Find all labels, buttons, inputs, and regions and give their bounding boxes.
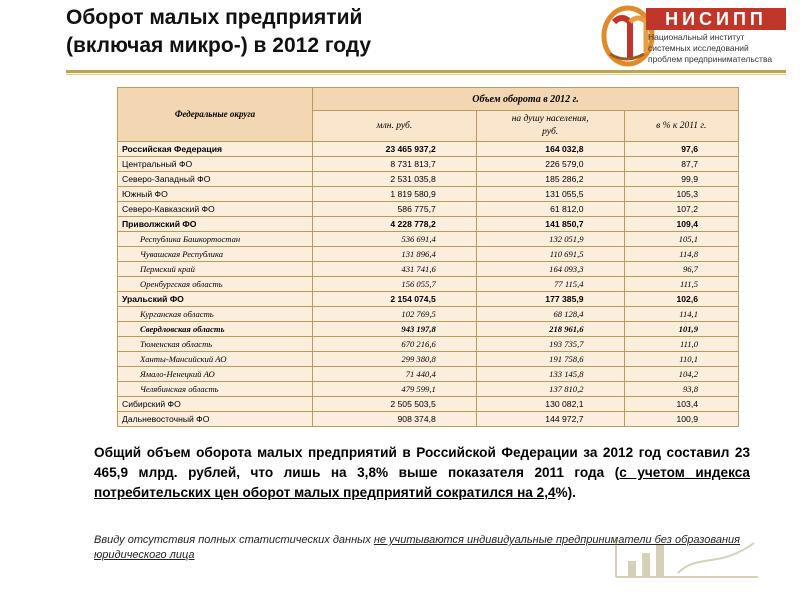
row-per-capita-cell: 61 812,0 bbox=[476, 202, 624, 217]
row-per-capita-cell: 144 972,7 bbox=[476, 412, 624, 427]
row-percent-cell: 104,2 bbox=[624, 367, 738, 382]
row-mln-cell: 670 216,6 bbox=[313, 337, 477, 352]
table-row bbox=[118, 367, 739, 382]
row-percent-cell: 103,4 bbox=[624, 397, 738, 412]
header-volume: Объем оборота в 2012 г. bbox=[313, 88, 739, 111]
table-row bbox=[118, 307, 739, 322]
row-region-cell: Чувашская Республика bbox=[118, 247, 313, 262]
row-per-capita-cell: 137 810,2 bbox=[476, 382, 624, 397]
logo-subtitle-line-2: системных исследований bbox=[648, 43, 749, 53]
row-per-capita-cell: 131 055,5 bbox=[476, 187, 624, 202]
row-mln-cell: 102 769,5 bbox=[313, 307, 477, 322]
row-region-cell: Дальневосточный ФО bbox=[118, 412, 313, 427]
summary-text-underlined: с учетом индекса потребительских цен оборот малых предприятий сократился на 2,4 bbox=[94, 465, 750, 500]
row-mln-cell: 2 154 074,5 bbox=[313, 292, 477, 307]
row-percent-cell: 111,0 bbox=[624, 337, 738, 352]
row-mln-cell: 908 374,8 bbox=[313, 412, 477, 427]
row-percent-cell: 100,9 bbox=[624, 412, 738, 427]
row-per-capita-cell: 177 385,9 bbox=[476, 292, 624, 307]
row-region-cell: Северо-Западный ФО bbox=[118, 172, 313, 187]
footnote-text-1: Ввиду отсутствия полных статистических данных bbox=[94, 534, 374, 546]
table-row bbox=[118, 247, 739, 262]
row-mln-cell: 8 731 813,7 bbox=[313, 157, 477, 172]
row-percent-cell: 114,1 bbox=[624, 307, 738, 322]
header-per-capita-line-1: на душу населения, bbox=[511, 114, 589, 124]
row-region-cell: Республика Башкортостан bbox=[118, 232, 313, 247]
page-title bbox=[66, 4, 586, 60]
logo-subtitle bbox=[648, 32, 796, 65]
row-mln-cell: 23 465 937,2 bbox=[313, 142, 477, 157]
summary-text-1: Общий объем оборота малых предприятий в Российской Федерации за 2012 год составил 23 465,9 млрд. рублей, что лишь на 3,8% выше показателя 2011 года ( bbox=[94, 445, 750, 480]
logo-name: НИСИПП bbox=[646, 8, 786, 30]
row-percent-cell: 97,6 bbox=[624, 142, 738, 157]
table-row bbox=[118, 202, 739, 217]
row-percent-cell: 87,7 bbox=[624, 157, 738, 172]
row-percent-cell: 110,1 bbox=[624, 352, 738, 367]
row-region-cell: Ямало-Ненецкий АО bbox=[118, 367, 313, 382]
logo-subtitle-line-3: проблем предпринимательства bbox=[648, 54, 773, 64]
row-per-capita-cell: 164 093,3 bbox=[476, 262, 624, 277]
row-mln-cell: 299 380,8 bbox=[313, 352, 477, 367]
row-region-cell: Южный ФО bbox=[118, 187, 313, 202]
row-region-cell: Приволжский ФО bbox=[118, 217, 313, 232]
header-per-capita bbox=[476, 111, 624, 142]
row-per-capita-cell: 218 961,6 bbox=[476, 322, 624, 337]
nisipp-logo bbox=[600, 2, 796, 68]
title-divider-thin bbox=[66, 74, 786, 75]
row-percent-cell: 105,3 bbox=[624, 187, 738, 202]
row-mln-cell: 4 228 778,2 bbox=[313, 217, 477, 232]
table-row bbox=[118, 412, 739, 427]
summary-paragraph bbox=[94, 443, 750, 503]
row-mln-cell: 2 505 503,5 bbox=[313, 397, 477, 412]
table-row bbox=[118, 217, 739, 232]
row-region-cell: Сибирский ФО bbox=[118, 397, 313, 412]
row-percent-cell: 101,9 bbox=[624, 322, 738, 337]
logo-subtitle-line-1: Национальный институт bbox=[648, 32, 745, 42]
row-mln-cell: 431 741,6 bbox=[313, 262, 477, 277]
table-body bbox=[118, 142, 739, 427]
row-percent-cell: 99,9 bbox=[624, 172, 738, 187]
row-mln-cell: 71 440,4 bbox=[313, 367, 477, 382]
turnover-table bbox=[117, 87, 739, 427]
row-mln-cell: 2 531 035,8 bbox=[313, 172, 477, 187]
table-row bbox=[118, 157, 739, 172]
row-region-cell: Тюменская область bbox=[118, 337, 313, 352]
header-per-capita-line-2: руб. bbox=[542, 127, 559, 137]
row-region-cell: Свердловская область bbox=[118, 322, 313, 337]
row-per-capita-cell: 141 850,7 bbox=[476, 217, 624, 232]
row-per-capita-cell: 191 758,6 bbox=[476, 352, 624, 367]
table-row bbox=[118, 172, 739, 187]
row-per-capita-cell: 226 579,0 bbox=[476, 157, 624, 172]
row-mln-cell: 943 197,8 bbox=[313, 322, 477, 337]
summary-text-3: %). bbox=[555, 485, 576, 500]
row-percent-cell: 96,7 bbox=[624, 262, 738, 277]
row-per-capita-cell: 110 691,5 bbox=[476, 247, 624, 262]
row-region-cell: Курганская область bbox=[118, 307, 313, 322]
row-region-cell: Ханты-Мансийский АО bbox=[118, 352, 313, 367]
table-row bbox=[118, 337, 739, 352]
table-row bbox=[118, 187, 739, 202]
row-mln-cell: 131 896,4 bbox=[313, 247, 477, 262]
row-region-cell: Челябинская область bbox=[118, 382, 313, 397]
table-row bbox=[118, 277, 739, 292]
row-region-cell: Пермский край bbox=[118, 262, 313, 277]
row-per-capita-cell: 77 115,4 bbox=[476, 277, 624, 292]
header-regions: Федеральные округа bbox=[118, 88, 313, 142]
row-per-capita-cell: 130 082,1 bbox=[476, 397, 624, 412]
row-mln-cell: 1 819 580,9 bbox=[313, 187, 477, 202]
row-region-cell: Центральный ФО bbox=[118, 157, 313, 172]
table-row bbox=[118, 292, 739, 307]
footnote-text-underlined: не учитываются индивидуальные предприниматели без образования юридического лица bbox=[94, 534, 741, 561]
row-per-capita-cell: 185 286,2 bbox=[476, 172, 624, 187]
row-percent-cell: 107,2 bbox=[624, 202, 738, 217]
header-percent-2011: в % к 2011 г. bbox=[624, 111, 738, 142]
row-region-cell: Российская Федерация bbox=[118, 142, 313, 157]
row-percent-cell: 111,5 bbox=[624, 277, 738, 292]
title-line-1: Оборот малых предприятий bbox=[66, 6, 363, 29]
table-row bbox=[118, 142, 739, 157]
title-divider bbox=[66, 70, 786, 73]
row-mln-cell: 156 055,7 bbox=[313, 277, 477, 292]
table-row bbox=[118, 382, 739, 397]
row-percent-cell: 102,6 bbox=[624, 292, 738, 307]
table-row bbox=[118, 232, 739, 247]
chart-watermark-icon bbox=[608, 533, 764, 581]
row-mln-cell: 536 691,4 bbox=[313, 232, 477, 247]
row-region-cell: Оренбургская область bbox=[118, 277, 313, 292]
row-per-capita-cell: 132 051,9 bbox=[476, 232, 624, 247]
row-percent-cell: 109,4 bbox=[624, 217, 738, 232]
row-per-capita-cell: 164 032,8 bbox=[476, 142, 624, 157]
row-per-capita-cell: 193 735,7 bbox=[476, 337, 624, 352]
row-mln-cell: 586 775,7 bbox=[313, 202, 477, 217]
table-row bbox=[118, 352, 739, 367]
row-per-capita-cell: 68 128,4 bbox=[476, 307, 624, 322]
table-row bbox=[118, 397, 739, 412]
row-percent-cell: 114,8 bbox=[624, 247, 738, 262]
title-line-2: (включая микро-) в 2012 году bbox=[66, 34, 372, 57]
row-percent-cell: 105,1 bbox=[624, 232, 738, 247]
row-region-cell: Северо-Кавказский ФО bbox=[118, 202, 313, 217]
header-mln-rub: млн. руб. bbox=[313, 111, 477, 142]
row-mln-cell: 479 599,1 bbox=[313, 382, 477, 397]
row-per-capita-cell: 133 145,8 bbox=[476, 367, 624, 382]
row-region-cell: Уральский ФО bbox=[118, 292, 313, 307]
row-percent-cell: 93,8 bbox=[624, 382, 738, 397]
table-row bbox=[118, 262, 739, 277]
table-row bbox=[118, 322, 739, 337]
